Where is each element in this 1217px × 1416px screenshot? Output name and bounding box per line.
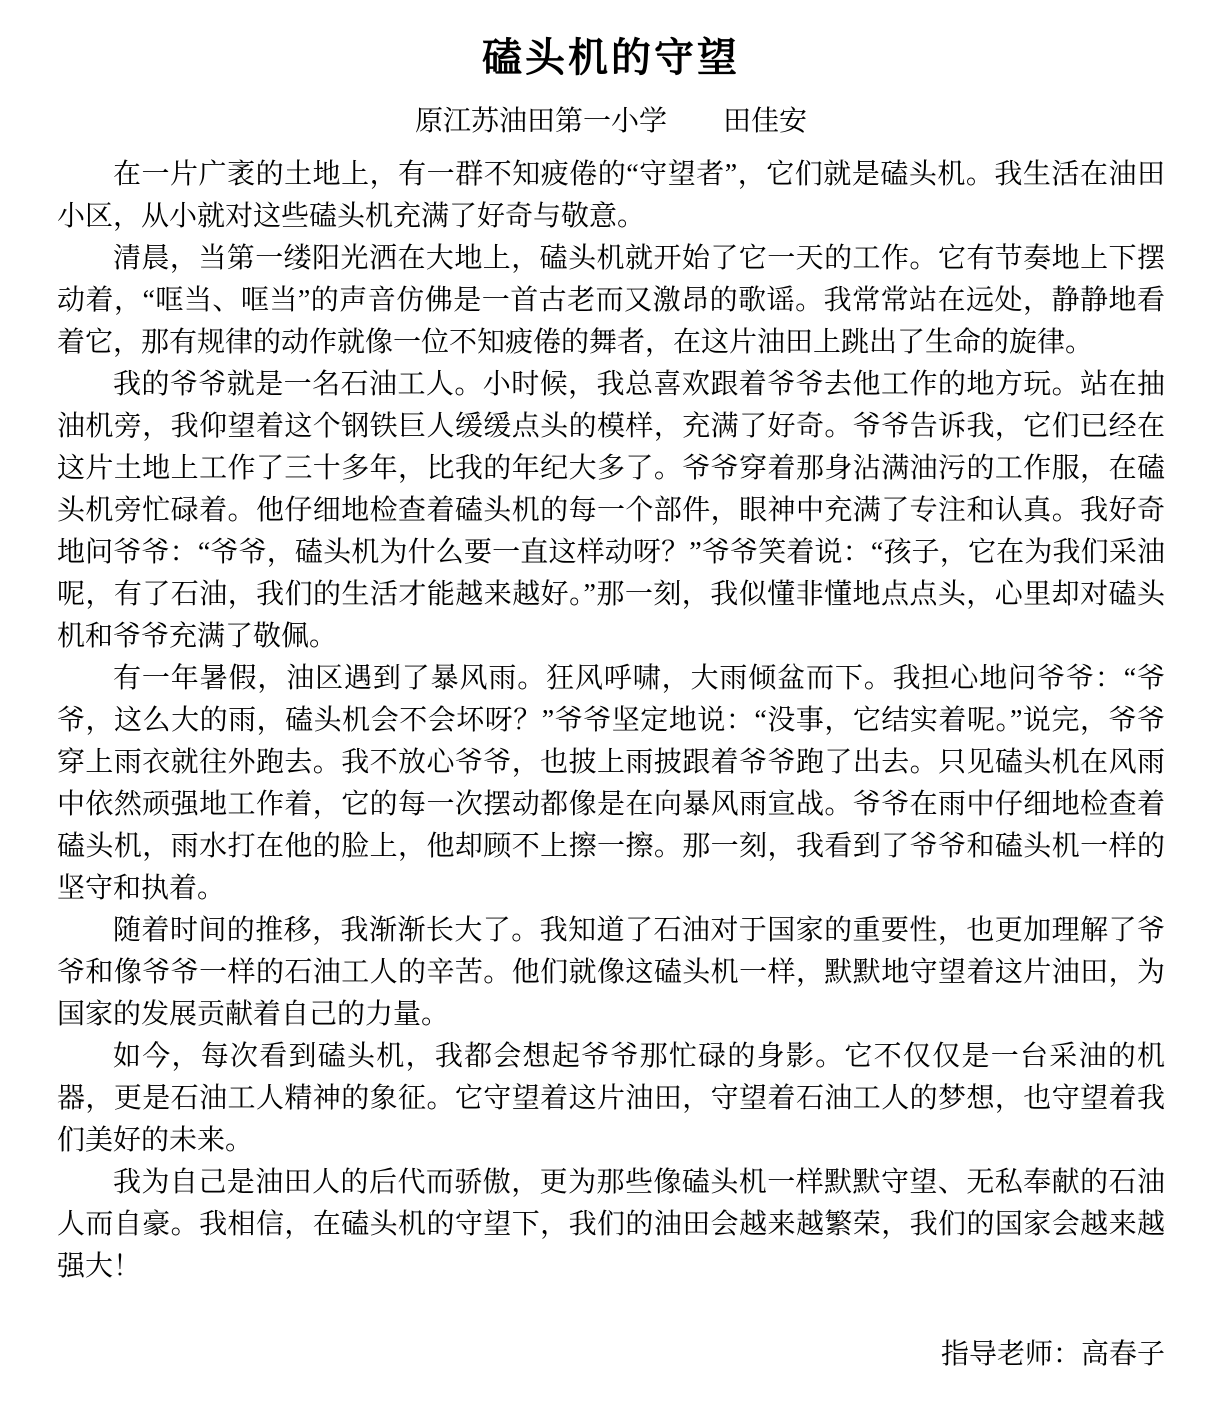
document-title: 磕头机的守望 (482, 35, 740, 80)
paragraph: 我的爷爷就是一名石油工人。小时候，我总喜欢跟着爷爷去他工作的地方玩。站在抽油机旁，我仰望着这个钢铁巨人缓缓点头的模样，充满了好奇。爷爷告诉我，它们已经在这片土地上工作了三十多年，比我的年纪大多了。爷爷穿着那身沾满油污的工作服，在磕头机旁忙碌着。他仔细地检查着磕头机的每一个部件，眼神中充满了专注和认真。我好奇地问爷爷：“爷爷，磕头机为什么要一直这样动呀？”爷爷笑着说：“孩子，它在为我们采油呢，有了石油，我们的生活才能越来越好。”那一刻，我似懂非懂地点点头，心里却对磕头机和爷爷充满了敬佩。 (57, 369, 1165, 653)
document-body (57, 154, 1165, 1288)
paragraph: 随着时间的推移，我渐渐长大了。我知道了石油对于国家的重要性，也更加理解了爷爷和像爷爷一样的石油工人的辛苦。他们就像这磕头机一样，默默地守望着这片油田，为国家的发展贡献着自己的力量。 (57, 915, 1165, 1031)
byline: 原江苏油田第一小学 田佳安 (414, 106, 807, 137)
paragraph: 如今，每次看到磕头机，我都会想起爷爷那忙碌的身影。它不仅仅是一台采油的机器，更是石油工人精神的象征。它守望着这片油田，守望着石油工人的梦想，也守望着我们美好的未来。 (57, 1041, 1165, 1157)
paragraph: 有一年暑假，油区遇到了暴风雨。狂风呼啸，大雨倾盆而下。我担心地问爷爷：“爷爷，这么大的雨，磕头机会不会坏呀？”爷爷坚定地说：“没事，它结实着呢。”说完，爷爷穿上雨衣就往外跑去。我不放心爷爷，也披上雨披跟着爷爷跑了出去。只见磕头机在风雨中依然顽强地工作着，它的每一次摆动都像是在向暴风雨宣战。爷爷在雨中仔细地检查着磕头机，雨水打在他的脸上，他却顾不上擦一擦。那一刻，我看到了爷爷和磕头机一样的坚守和执着。 (57, 663, 1165, 905)
paragraph: 清晨，当第一缕阳光洒在大地上，磕头机就开始了它一天的工作。它有节奏地上下摆动着，“哐当、哐当”的声音仿佛是一首古老而又激昂的歌谣。我常常站在远处，静静地看着它，那有规律的动作就像一位不知疲倦的舞者，在这片油田上跳出了生命的旋律。 (57, 243, 1165, 359)
teacher-credit: 指导老师：高春子 (940, 1339, 1165, 1371)
paragraph: 在一片广袤的土地上，有一群不知疲倦的“守望者”，它们就是磕头机。我生活在油田小区，从小就对这些磕头机充满了好奇与敬意。 (57, 159, 1165, 233)
paragraph: 我为自己是油田人的后代而骄傲，更为那些像磕头机一样默默守望、无私奉献的石油人而自豪。我相信，在磕头机的守望下，我们的油田会越来越繁荣，我们的国家会越来越强大！ (57, 1167, 1165, 1283)
